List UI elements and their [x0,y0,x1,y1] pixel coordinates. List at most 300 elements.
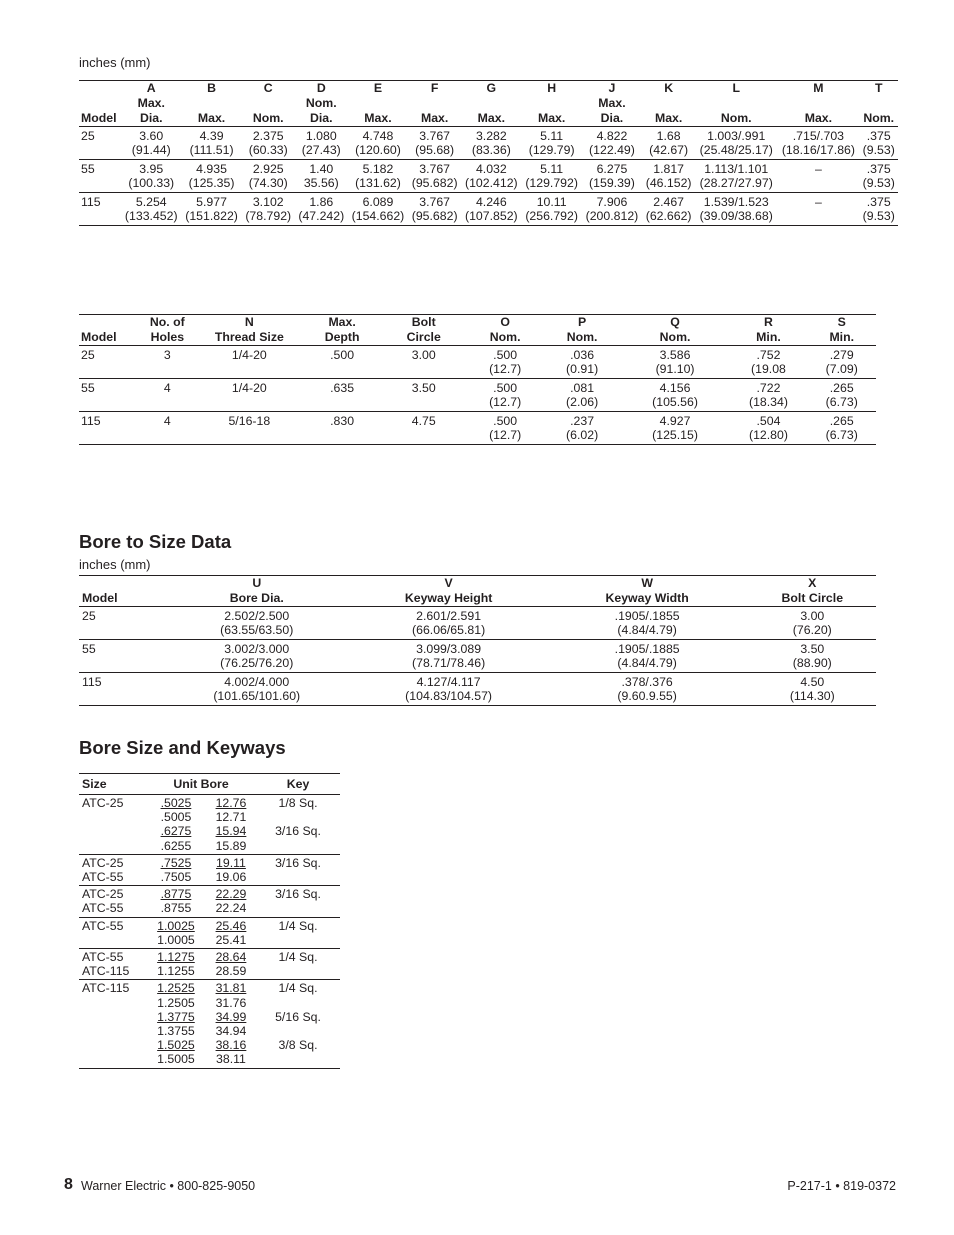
value-mm: (6.73) [825,428,858,442]
column-header: Keyway Width [546,591,749,607]
value-mm: (120.60) [355,143,401,157]
key-size [258,870,338,884]
value-cell [121,193,181,226]
column-header: Model [79,111,121,127]
value-mm: (9.53) [862,143,895,157]
value-mm: (47.242) [298,209,345,223]
value-cell [695,193,777,226]
column-header: Max. [348,111,408,127]
value-inch: .722 [756,381,781,395]
value-mm: (4.84/4.79) [617,656,677,670]
column-header: Max. [408,111,461,127]
key-size [258,996,338,1010]
value-mm: (46.152) [645,176,692,190]
value-mm: (12.7) [489,395,522,409]
value-cell [467,412,544,445]
bore-mm-cell [206,795,256,855]
value-mm: (200.812) [585,209,639,223]
value-cell [461,127,521,160]
value-cell [642,127,695,160]
value-cell [621,412,730,445]
value-inch: 10.11 [536,195,567,209]
bore-mm-cell [206,980,256,1068]
value-cell [621,379,730,412]
size-label [82,839,144,853]
value-inch: 5.254 [135,195,167,209]
value-inch: 2.467 [653,195,685,209]
value-cell [582,193,642,226]
value-mm: (256.792) [525,209,578,223]
column-header [79,81,121,97]
bore-inch-cell [146,795,206,855]
value-cell [408,193,461,226]
table-row [79,917,340,948]
value-inch: 5.977 [196,195,227,209]
column-header: Dia. [121,111,181,127]
key-size: 1/8 Sq. [278,796,318,810]
key-size [258,810,338,824]
value-mm: (91.44) [131,143,171,157]
bore-inch: 1.5025 [157,1038,195,1053]
size-label [82,810,144,824]
value-cell [461,193,521,226]
page-number: 8 [64,1176,73,1193]
value-inch: .500 [493,414,518,428]
column-header: Nom. [695,111,777,127]
value-cell [546,673,749,706]
size-label [82,1052,144,1066]
key-cell [256,980,340,1068]
bore-inch-cell [146,980,206,1068]
table-row [79,127,898,160]
value-cell [242,127,295,160]
value-mm: (42.67) [649,143,689,157]
bore-inch: .8775 [160,887,192,902]
value-inch: .265 [829,414,854,428]
value-mm: (101.65/101.60) [213,689,301,703]
table-row [79,673,876,706]
column-header: Circle [381,330,467,346]
column-header [642,96,695,111]
value-cell [777,127,859,160]
value-mm: (7.09) [825,362,858,376]
bore-mm: 15.89 [215,838,247,853]
column-header: Q [670,315,680,329]
column-header: Max. [137,96,165,110]
column-header: Thread Size [195,330,303,346]
value-mm: (154.662) [351,209,405,223]
size-cell [79,854,146,885]
value-mm: (39.09/38.68) [699,209,773,223]
bore-inch-cell [146,917,206,948]
value-mm: (78.792) [245,209,292,223]
bore-mm: 31.76 [215,995,247,1010]
bore-mm: 28.64 [215,950,247,965]
value-mm: (12.7) [489,428,522,442]
column-header: Nom. [305,96,337,110]
bolt-circle-cell: 3.50 [411,381,436,395]
value-cell [859,160,898,193]
size-label: ATC-55 [82,950,124,965]
model-cell: 25 [81,129,95,143]
value-mm: 35.56) [303,176,339,190]
value-cell [348,160,408,193]
value-cell [546,607,749,640]
bore-mm: 22.29 [215,887,247,902]
size-cell [79,949,146,980]
value-cell [807,346,876,379]
bore-mm: 19.11 [216,855,246,870]
value-cell [582,127,642,160]
column-header: B [207,81,216,95]
column-header [79,576,162,592]
bore-inch: .7505 [160,870,192,885]
value-cell [121,127,181,160]
value-cell [181,193,241,226]
column-header: Max. [461,111,521,127]
key-size: 1/4 Sq. [278,918,318,933]
table-row [79,193,898,226]
value-mm: (9.53) [862,209,895,223]
value-mm: (60.33) [248,143,288,157]
bore-mm: 31.81 [215,981,247,996]
size-label: ATC-55 [82,870,124,885]
column-header: Depth [303,330,380,346]
value-inch: .375 [866,162,891,176]
bolt-circle-cell: 3.00 [411,348,436,362]
value-inch: 3.95 [139,162,164,176]
value-cell [749,607,876,640]
value-inch: 4.156 [659,381,691,395]
value-mm: (27.43) [301,143,341,157]
value-mm: (6.73) [825,395,858,409]
value-cell [461,160,521,193]
column-header: Nom. [467,330,544,346]
key-size [258,1052,338,1066]
bore-inch: .5005 [160,810,192,825]
key-size: 3/8 Sq. [278,1038,318,1053]
size-label: ATC-115 [82,964,130,979]
column-header: A [146,81,156,95]
value-inch: 5.11 [540,162,564,176]
column-header: Holes [139,330,195,346]
column-header: Min. [807,330,876,346]
value-cell [181,127,241,160]
value-mm: (0.91) [566,362,599,376]
value-inch: 4.246 [475,195,507,209]
value-mm: (9.60.9.55) [617,689,677,703]
header-row [79,111,898,127]
value-mm: (2.06) [566,395,599,409]
col-unit-bore: Unit Bore [146,774,256,795]
table-row [79,886,340,917]
bore-inch-cell [146,886,206,917]
bore-mm-cell [206,917,256,948]
value-mm: (104.83/104.57) [405,689,493,703]
value-inch: 1.080 [305,129,337,143]
value-mm: (125.35) [188,176,235,190]
size-label: ATC-115 [82,981,130,996]
value-cell [521,193,581,226]
key-cell [256,886,340,917]
value-mm: (122.49) [589,143,635,157]
value-inch: 4.127/4.117 [416,675,481,689]
value-cell [695,160,777,193]
value-mm: (95.682) [411,176,458,190]
table-row [79,980,340,1068]
value-mm: (4.84/4.79) [617,623,677,637]
size-label: ATC-25 [82,796,124,810]
bore-mm-cell [206,886,256,917]
value-mm: (151.822) [185,209,238,223]
col-key: Key [256,774,340,795]
value-mm: (18.34) [748,395,788,409]
bore-inch: 1.0025 [157,918,195,933]
value-cell [546,640,749,673]
column-header: Bolt Circle [749,591,876,607]
bore-to-size-title: Bore to Size Data [79,531,232,552]
value-cell [467,379,544,412]
value-cell [351,640,545,673]
value-inch: 4.822 [596,129,628,143]
value-inch: 2.375 [252,129,284,143]
value-inch: .715/.703 [792,129,845,143]
bore-inch: .6255 [160,838,192,853]
bore-inch: .6275 [160,824,192,839]
value-mm: (129.79) [528,143,575,157]
value-cell [348,127,408,160]
model-cell: 55 [81,162,95,176]
value-mm: (78.71/78.46) [412,656,486,670]
column-header [461,96,521,111]
size-label [82,824,144,838]
column-header: O [500,315,510,329]
depth-cell: .635 [330,381,355,395]
bore-inch: 1.1255 [157,964,195,979]
value-mm: (83.36) [471,143,511,157]
key-size: 1/4 Sq. [278,950,318,965]
value-inch: 3.282 [475,129,507,143]
value-cell [642,160,695,193]
col-size: Size [79,774,146,795]
value-mm: (88.90) [792,656,832,670]
value-inch: 3.00 [800,609,825,623]
bore-inch: 1.1275 [157,950,195,965]
bore-mm: 19.06 [215,870,247,885]
table-row [79,795,340,855]
column-header: Nom. [859,111,898,127]
model-cell: 115 [82,675,102,689]
column-header: Model [79,591,162,607]
column-header [181,96,241,111]
column-header [242,96,295,111]
value-cell [582,160,642,193]
value-mm: (9.53) [862,176,895,190]
column-header: Max. [642,111,695,127]
header-row [79,591,876,607]
value-cell [544,379,621,412]
value-inch: 4.748 [362,129,394,143]
column-header: Bolt [411,315,436,329]
value-inch: 3.60 [139,129,164,143]
value-inch: 3.767 [419,129,451,143]
value-inch: 1.86 [309,195,334,209]
column-header: Max. [181,111,241,127]
bore-mm: 34.99 [215,1009,247,1024]
value-inch: 4.032 [475,162,507,176]
value-inch: 1.817 [653,162,685,176]
value-inch: .1905/.1885 [614,642,680,656]
header-row [79,315,876,331]
value-cell [295,193,348,226]
key-size: 3/16 Sq. [275,824,321,839]
column-header: Max. [521,111,581,127]
column-header: N [244,315,254,329]
column-header [859,96,898,111]
key-size [258,933,338,947]
column-header: W [641,576,653,590]
value-cell [351,673,545,706]
value-cell [242,160,295,193]
value-inch: .375 [866,195,891,209]
holes-cell: 4 [163,381,171,395]
value-inch: 4.002/4.000 [224,675,290,689]
bore-inch: 1.5005 [157,1052,195,1067]
footer-left: Warner Electric • 800-825-9050 [81,1179,256,1193]
thread-cell: 1/4-20 [231,348,267,362]
value-cell [749,640,876,673]
table-row [79,949,340,980]
bore-mm: 38.16 [215,1038,247,1053]
value-inch: 2.601/2.591 [416,609,482,623]
value-cell [295,127,348,160]
bore-keyways-title: Bore Size and Keyways [79,737,286,758]
value-cell [621,346,730,379]
key-size [258,901,338,915]
value-inch: 4.927 [659,414,691,428]
key-size: 1/4 Sq. [278,981,318,996]
value-mm: (100.33) [128,176,175,190]
column-header: Nom. [544,330,621,346]
value-inch: 2.925 [252,162,284,176]
value-cell [467,346,544,379]
value-inch: 3.099/3.089 [416,642,482,656]
bore-inch: 1.2525 [157,981,195,996]
value-cell [242,193,295,226]
value-mm: (76.25/76.20) [220,656,294,670]
value-mm: (114.30) [789,689,835,703]
value-cell [162,673,351,706]
value-cell [807,412,876,445]
bore-mm: 15.94 [215,824,247,839]
header-row [79,330,876,346]
value-cell [408,127,461,160]
value-cell [544,346,621,379]
value-cell [162,607,351,640]
bore-mm: 22.24 [215,901,247,916]
column-header: R [764,315,773,329]
value-inch: 1.68 [656,129,681,143]
key-size [258,964,338,978]
value-cell [121,160,181,193]
value-inch: .1905/.1855 [614,609,680,623]
value-inch: 3.586 [659,348,691,362]
column-header: Max. [328,315,356,329]
value-cell [859,127,898,160]
value-mm: (107.852) [465,209,518,223]
value-mm: (6.02) [566,428,599,442]
key-cell [256,917,340,948]
size-cell [79,886,146,917]
value-mm: (159.39) [589,176,635,190]
value-mm: (19.08 [751,362,786,376]
column-header: L [732,81,740,95]
column-header: U [252,576,262,590]
bore-mm: 25.46 [215,918,247,933]
value-inch: .500 [493,348,518,362]
bore-mm: 12.71 [215,810,247,825]
key-size [258,1024,338,1038]
bore-to-size-units: inches (mm) [79,557,151,572]
value-mm: (95.68) [415,143,455,157]
size-label [82,996,144,1010]
bore-keyways-table [79,773,340,1069]
column-header: E [373,81,383,95]
value-inch: .036 [570,348,595,362]
value-mm: (25.48/25.17) [699,143,773,157]
dimensions-table [79,80,898,226]
column-header: Nom. [242,111,295,127]
units-note: inches (mm) [79,55,151,70]
value-cell [181,160,241,193]
value-cell [749,673,876,706]
column-header: Model [79,330,139,346]
column-header: Max. [598,96,626,110]
value-cell [859,193,898,226]
value-inch: 2.502/2.500 [224,609,290,623]
column-header: K [664,81,674,95]
table-row [79,379,876,412]
bore-inch: 1.0005 [157,932,195,947]
value-mm: (76.20) [792,623,832,637]
column-header: M [813,81,824,95]
bolt-circle-cell: 4.75 [411,414,436,428]
value-inch: .081 [570,381,595,395]
value-inch: .378/.376 [621,675,673,689]
bore-inch: 1.3755 [157,1024,195,1039]
table-row [79,412,876,445]
column-header: H [547,81,557,95]
value-mm: (62.662) [645,209,692,223]
bore-mm: 25.41 [215,932,247,947]
model-cell: 55 [81,381,95,395]
column-header: S [837,315,846,329]
bore-inch: 1.2505 [157,995,195,1010]
value-mm: (133.452) [124,209,178,223]
value-cell [729,346,807,379]
value-inch: – [814,162,822,176]
key-cell [256,854,340,885]
column-header: J [608,81,616,95]
column-header [521,96,581,111]
value-mm: (66.06/65.81) [412,623,486,637]
column-header [777,96,859,111]
depth-cell: .500 [330,348,355,362]
column-header [348,96,408,111]
value-cell [777,160,859,193]
value-mm: (105.56) [652,395,698,409]
value-inch: 1.113/1.101 [704,162,769,176]
